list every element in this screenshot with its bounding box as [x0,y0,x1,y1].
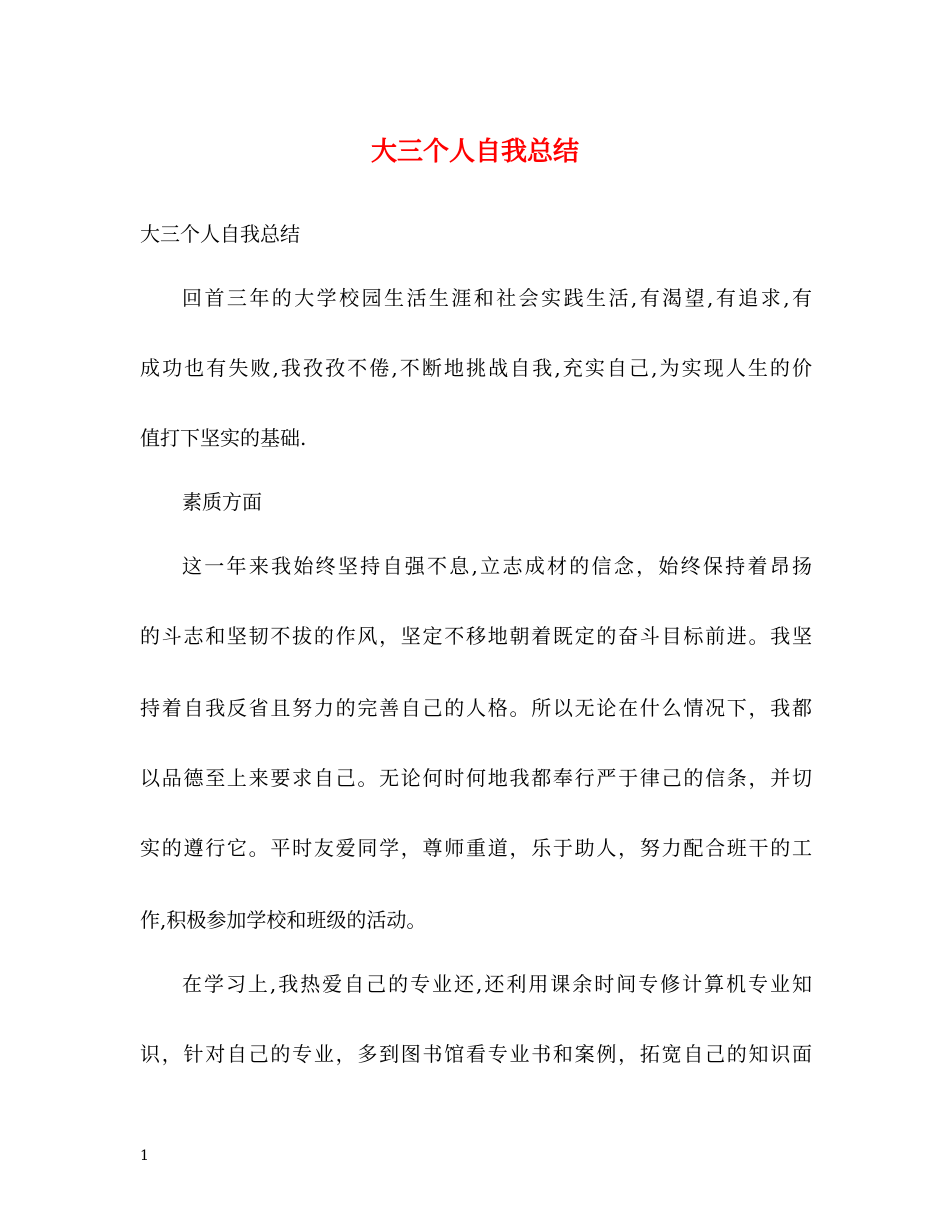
paragraph-line: 识，针对自己的专业，多到图书馆看专业书和案例，拓宽自己的知识面 [140,1042,812,1066]
paragraph-line: 作,积极参加学校和班级的活动。 [140,908,427,932]
section-heading: 素质方面 [182,490,262,514]
paragraph-line: 在学习上,我热爱自己的专业还,还利用课余时间专修计算机专业知 [182,972,812,996]
page-number: 1 [140,1148,149,1164]
paragraph-line: 实的遵行它。平时友爱同学，尊师重道，乐于助人，努力配合班干的工 [140,836,812,860]
paragraph-line: 的斗志和坚韧不拔的作风，坚定不移地朝着既定的奋斗目标前进。我坚 [140,624,812,648]
paragraph-line: 回首三年的大学校园生活生涯和社会实践生活,有渴望,有追求,有 [182,286,812,310]
paragraph-line: 持着自我反省且努力的完善自己的人格。所以无论在什么情况下，我都 [140,696,812,720]
document-subtitle: 大三个人自我总结 [140,222,300,246]
paragraph-line: 成功也有失败,我孜孜不倦,不断地挑战自我,充实自己,为实现人生的价 [140,356,812,380]
document-title: 大三个人自我总结 [370,137,579,167]
paragraph-line: 值打下坚实的基础. [140,426,307,450]
paragraph-line: 这一年来我始终坚持自强不息,立志成材的信念，始终保持着昂扬 [182,554,812,578]
paragraph-line: 以品德至上来要求自己。无论何时何地我都奉行严于律己的信条，并切 [140,766,812,790]
